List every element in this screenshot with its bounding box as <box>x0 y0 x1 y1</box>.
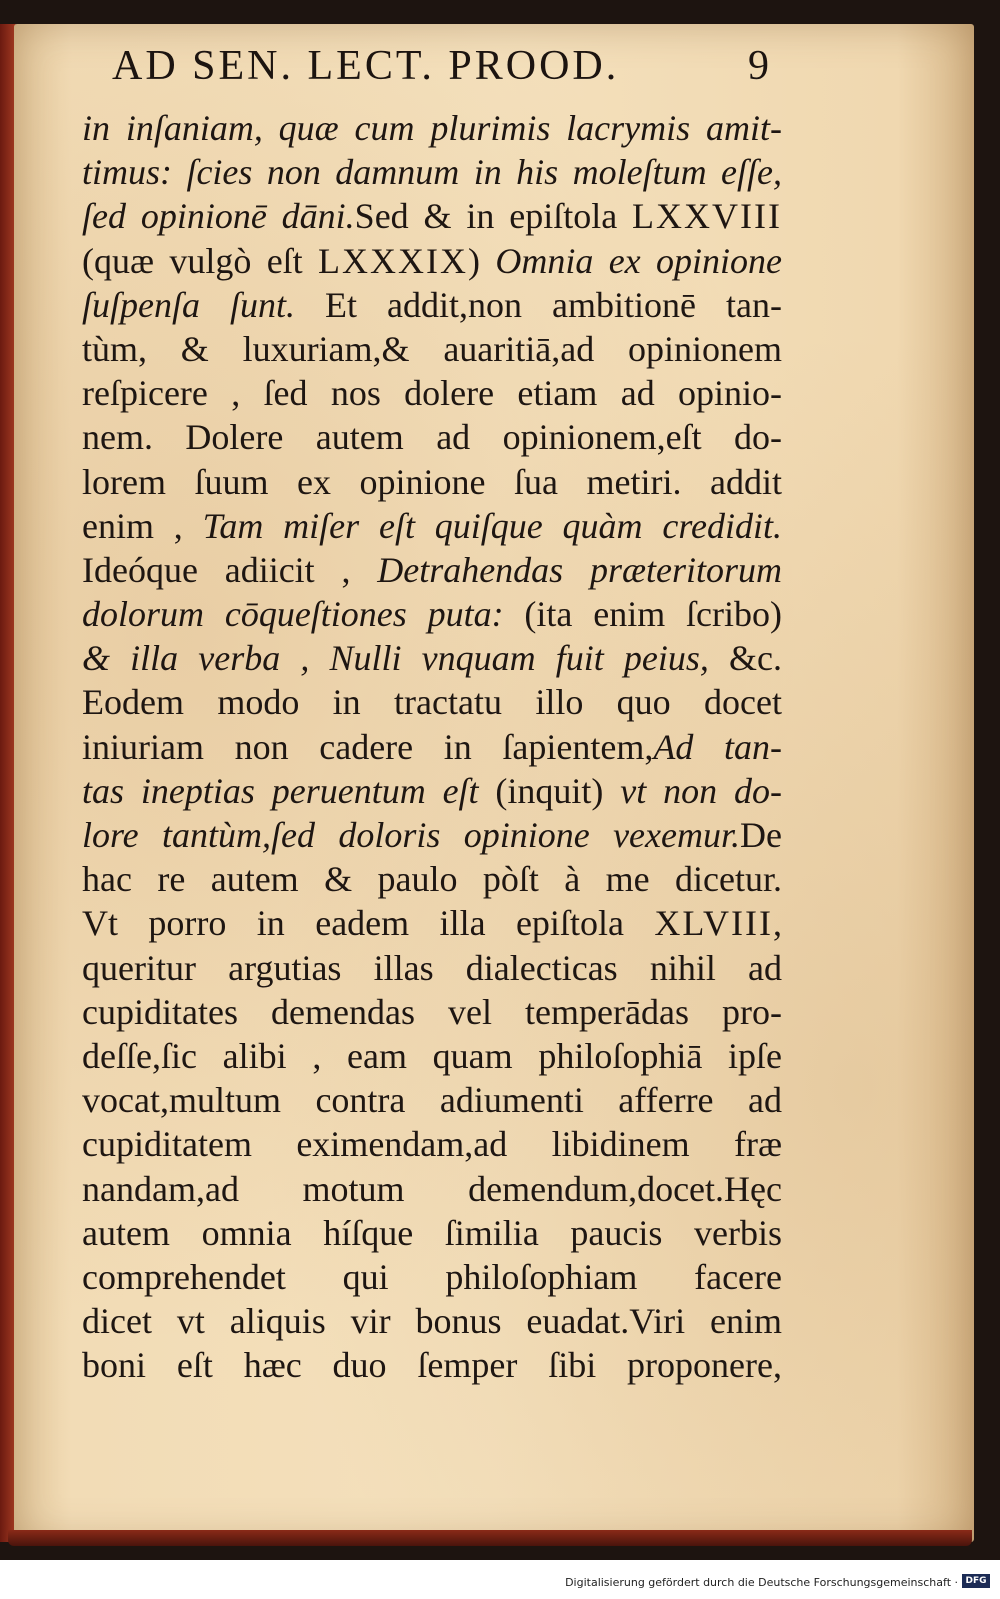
text-line <box>82 283 782 327</box>
text-line <box>82 680 782 724</box>
text-line <box>82 592 782 636</box>
book-bottom-edge <box>8 1530 972 1546</box>
text-line <box>82 504 782 548</box>
text-span: LXXXIX <box>318 240 469 281</box>
page-number: 9 <box>748 43 769 89</box>
text-span: ) <box>468 240 496 281</box>
text-span: tùm, & luxuriam,& auaritiā,ad opinionem <box>82 328 782 369</box>
text-line <box>82 857 782 901</box>
text-span: comprehendet qui philoſophiam facere <box>82 1256 782 1297</box>
text-line <box>82 239 782 283</box>
text-span: LXXVIII <box>632 196 782 237</box>
text-line <box>82 769 782 813</box>
running-title: AD SEN. LECT. PROOD. <box>112 43 620 89</box>
text-span: timus: ſcies non damnum in his moleſtum eſſe, <box>82 152 782 193</box>
text-span: queritur argutias illas dialecticas nihil ad <box>82 947 782 988</box>
text-line <box>82 371 782 415</box>
text-span: vocat,multum contra adiumenti afferre ad <box>82 1080 782 1121</box>
text-span: ſed opinionē dāni. <box>82 196 355 237</box>
text-span: ſuſpenſa ſunt. <box>82 284 296 325</box>
dfg-logo: DFG <box>962 1574 990 1588</box>
text-line <box>82 1343 782 1387</box>
text-span: tas ineptias peruentum eſt <box>82 770 479 811</box>
text-line <box>82 548 782 592</box>
text-span: dolorum cōqueſtiones puta: <box>82 594 504 635</box>
text-line <box>82 725 782 769</box>
text-span: autem omnia híſque ſimilia paucis verbis <box>82 1212 782 1253</box>
text-span: Eodem modo in tractatu illo quo docet <box>82 682 782 723</box>
text-span: & illa verba , Nulli vnquam fuit peius, <box>82 638 709 679</box>
text-span: Sed & in epiſtola <box>354 196 633 237</box>
text-span: nem. Dolere autem ad opinionem,eſt do- <box>82 417 782 458</box>
text-span: in inſaniam, quæ cum plurimis lacrymis amit- <box>82 108 782 148</box>
text-span: De <box>740 815 782 855</box>
text-line <box>82 990 782 1034</box>
text-line <box>82 194 782 238</box>
text-line <box>82 636 782 680</box>
text-span: XLVIII <box>654 903 773 944</box>
text-span: dicet vt aliquis vir bonus euadat.Viri enim <box>82 1301 782 1342</box>
text-line <box>82 1299 782 1343</box>
text-line <box>82 901 782 945</box>
text-span: Detrahendas præteritorum <box>377 549 782 590</box>
text-line <box>82 1078 782 1122</box>
text-span: (inquit) <box>478 770 621 811</box>
text-span: Ideóque adiicit , <box>82 549 378 590</box>
text-span: (quæ vulgò eſt <box>82 240 319 281</box>
text-line <box>82 813 782 857</box>
text-span: nandam,ad motum demendum,docet.Hęc <box>82 1168 782 1209</box>
text-span: Tam miſer eſt quiſque quàm credidit. <box>202 505 783 546</box>
text-line <box>82 150 782 194</box>
text-span: deſſe,ſic alibi , eam quam philoſophiā ipſe <box>82 1035 782 1076</box>
text-span: (ita enim ſcribo) <box>503 594 782 635</box>
text-span: boni eſt hæc duo ſemper ſibi proponere, <box>82 1345 782 1386</box>
text-span: lore tantùm,ſed doloris opinione vexemur. <box>82 815 741 855</box>
text-line <box>82 460 782 504</box>
text-span: &c. <box>708 638 783 679</box>
body-text <box>82 106 782 1387</box>
funding-credit: Digitalisierung gefördert durch die Deutsche Forschungsgemeinschaft · <box>565 1576 958 1589</box>
text-line <box>82 1034 782 1078</box>
text-span: iniuriam non cadere in ſapientem, <box>82 726 654 767</box>
text-span: enim , <box>82 505 203 546</box>
text-span: cupiditatem eximendam,ad libidinem fræ <box>82 1124 782 1165</box>
text-line <box>82 415 782 459</box>
text-span: reſpicere , ſed nos dolere etiam ad opinio- <box>82 373 782 414</box>
text-line <box>82 1211 782 1255</box>
text-line <box>82 1167 782 1211</box>
text-span: hac re autem & paulo pòſt à me dicetur. <box>82 859 782 900</box>
text-line <box>82 1122 782 1166</box>
text-span: Omnia ex opinione <box>495 240 782 281</box>
text-span: vt non do- <box>620 770 783 811</box>
text-span: Vt porro in eadem illa epiſtola <box>82 903 655 944</box>
text-span: , <box>773 903 782 944</box>
text-line <box>82 946 782 990</box>
text-span: Ad tan- <box>653 726 782 767</box>
text-line <box>82 327 782 371</box>
text-span: lorem ſuum ex opinione ſua metiri. addit <box>82 461 782 502</box>
text-line <box>82 106 782 150</box>
text-line <box>82 1255 782 1299</box>
text-span: cupiditates demendas vel temperādas pro- <box>82 991 782 1032</box>
text-span: Et addit,non ambitionē tan- <box>295 284 782 325</box>
